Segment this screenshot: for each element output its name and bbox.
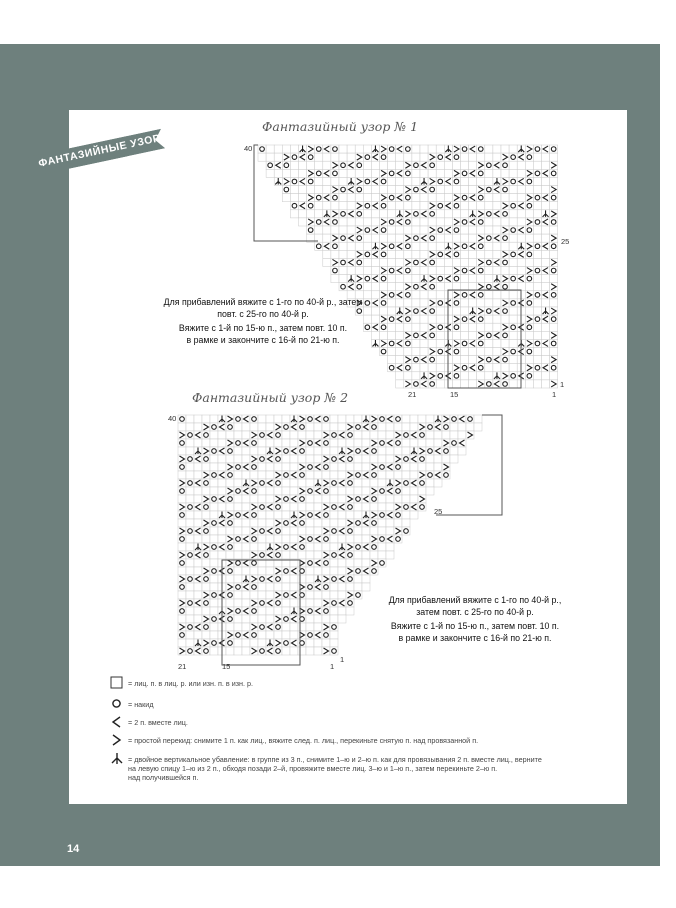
p2-note-1: Для прибавлений вяжите с 1-го по 40-й р., <box>388 595 562 605</box>
p2-col-1: 1 <box>330 662 335 671</box>
p2-col-21: 21 <box>178 662 187 671</box>
double-decrease-icon <box>111 753 123 765</box>
p1-col-21: 21 <box>408 390 417 399</box>
knit-square-icon <box>110 676 124 690</box>
p1-note-2: повт. с 25-го по 40-й р. <box>217 309 309 319</box>
pattern1-title: Фантазийный узор № 1 <box>262 119 419 134</box>
p1-note-1: Для прибавлений вяжите с 1-го по 40-й р., затем <box>163 297 363 307</box>
legend-knit: = лиц. п. в лиц. р. или изн. п. в изн. р. <box>128 679 253 688</box>
p1-col-15: 15 <box>450 390 459 399</box>
legend-cdd-2: на левую спицу 1–ю из 2 п., обходя позади 2–й, провяжите вместе лиц. 3–ю и 1–ю п., затем перекиньте 2–ю п. <box>128 764 498 773</box>
k2tog-icon <box>111 716 123 728</box>
legend-yo: = накид <box>128 700 154 709</box>
section-tag: ФАНТАЗИЙНЫЕ УЗОРЫ <box>37 129 173 170</box>
p1-row-mid: 25 <box>561 237 570 246</box>
p1-row-bottom: 1 <box>560 380 565 389</box>
pattern2-title: Фантазийный узор № 2 <box>192 390 349 405</box>
p1-note-4: в рамке и закончите с 16-й по 21-ю п. <box>186 335 340 345</box>
p1-note-3: Вяжите с 1-й по 15-ю п., затем повт. 10 п. <box>178 323 348 333</box>
p1-col-1: 1 <box>552 390 557 399</box>
legend-cdd-3: над получившейся п. <box>128 773 199 782</box>
legend-cdd-1: = двойное вертикальное убавление: в группе из 3 п., снимите 1–ю и 2–ю п. как для провязывания 2 п. вместе лиц., верните <box>128 755 542 764</box>
p2-row-mid: 25 <box>434 507 443 516</box>
p2-note-2: затем повт. с 25-го по 40-й р. <box>416 607 534 617</box>
p2-row-bottom: 1 <box>340 655 345 664</box>
p2-note-3: Вяжите с 1-й по 15-ю п., затем повт. 10 п. <box>390 621 560 631</box>
yarn-over-icon <box>111 698 123 710</box>
page-number: 14 <box>67 843 80 855</box>
skp-icon <box>111 734 123 746</box>
legend-skp: = простой перекид: снимите 1 п. как лиц., вяжите след. п. лиц., перекиньте снятую п. над провязанной п. <box>128 736 479 745</box>
p2-col-15: 15 <box>222 662 231 671</box>
p2-row-top: 40 <box>168 414 177 423</box>
p1-row-top: 40 <box>244 144 253 153</box>
legend-k2tog: = 2 п. вместе лиц. <box>128 718 188 727</box>
p2-note-4: в рамке и закончите с 16-й по 21-ю п. <box>398 633 552 643</box>
